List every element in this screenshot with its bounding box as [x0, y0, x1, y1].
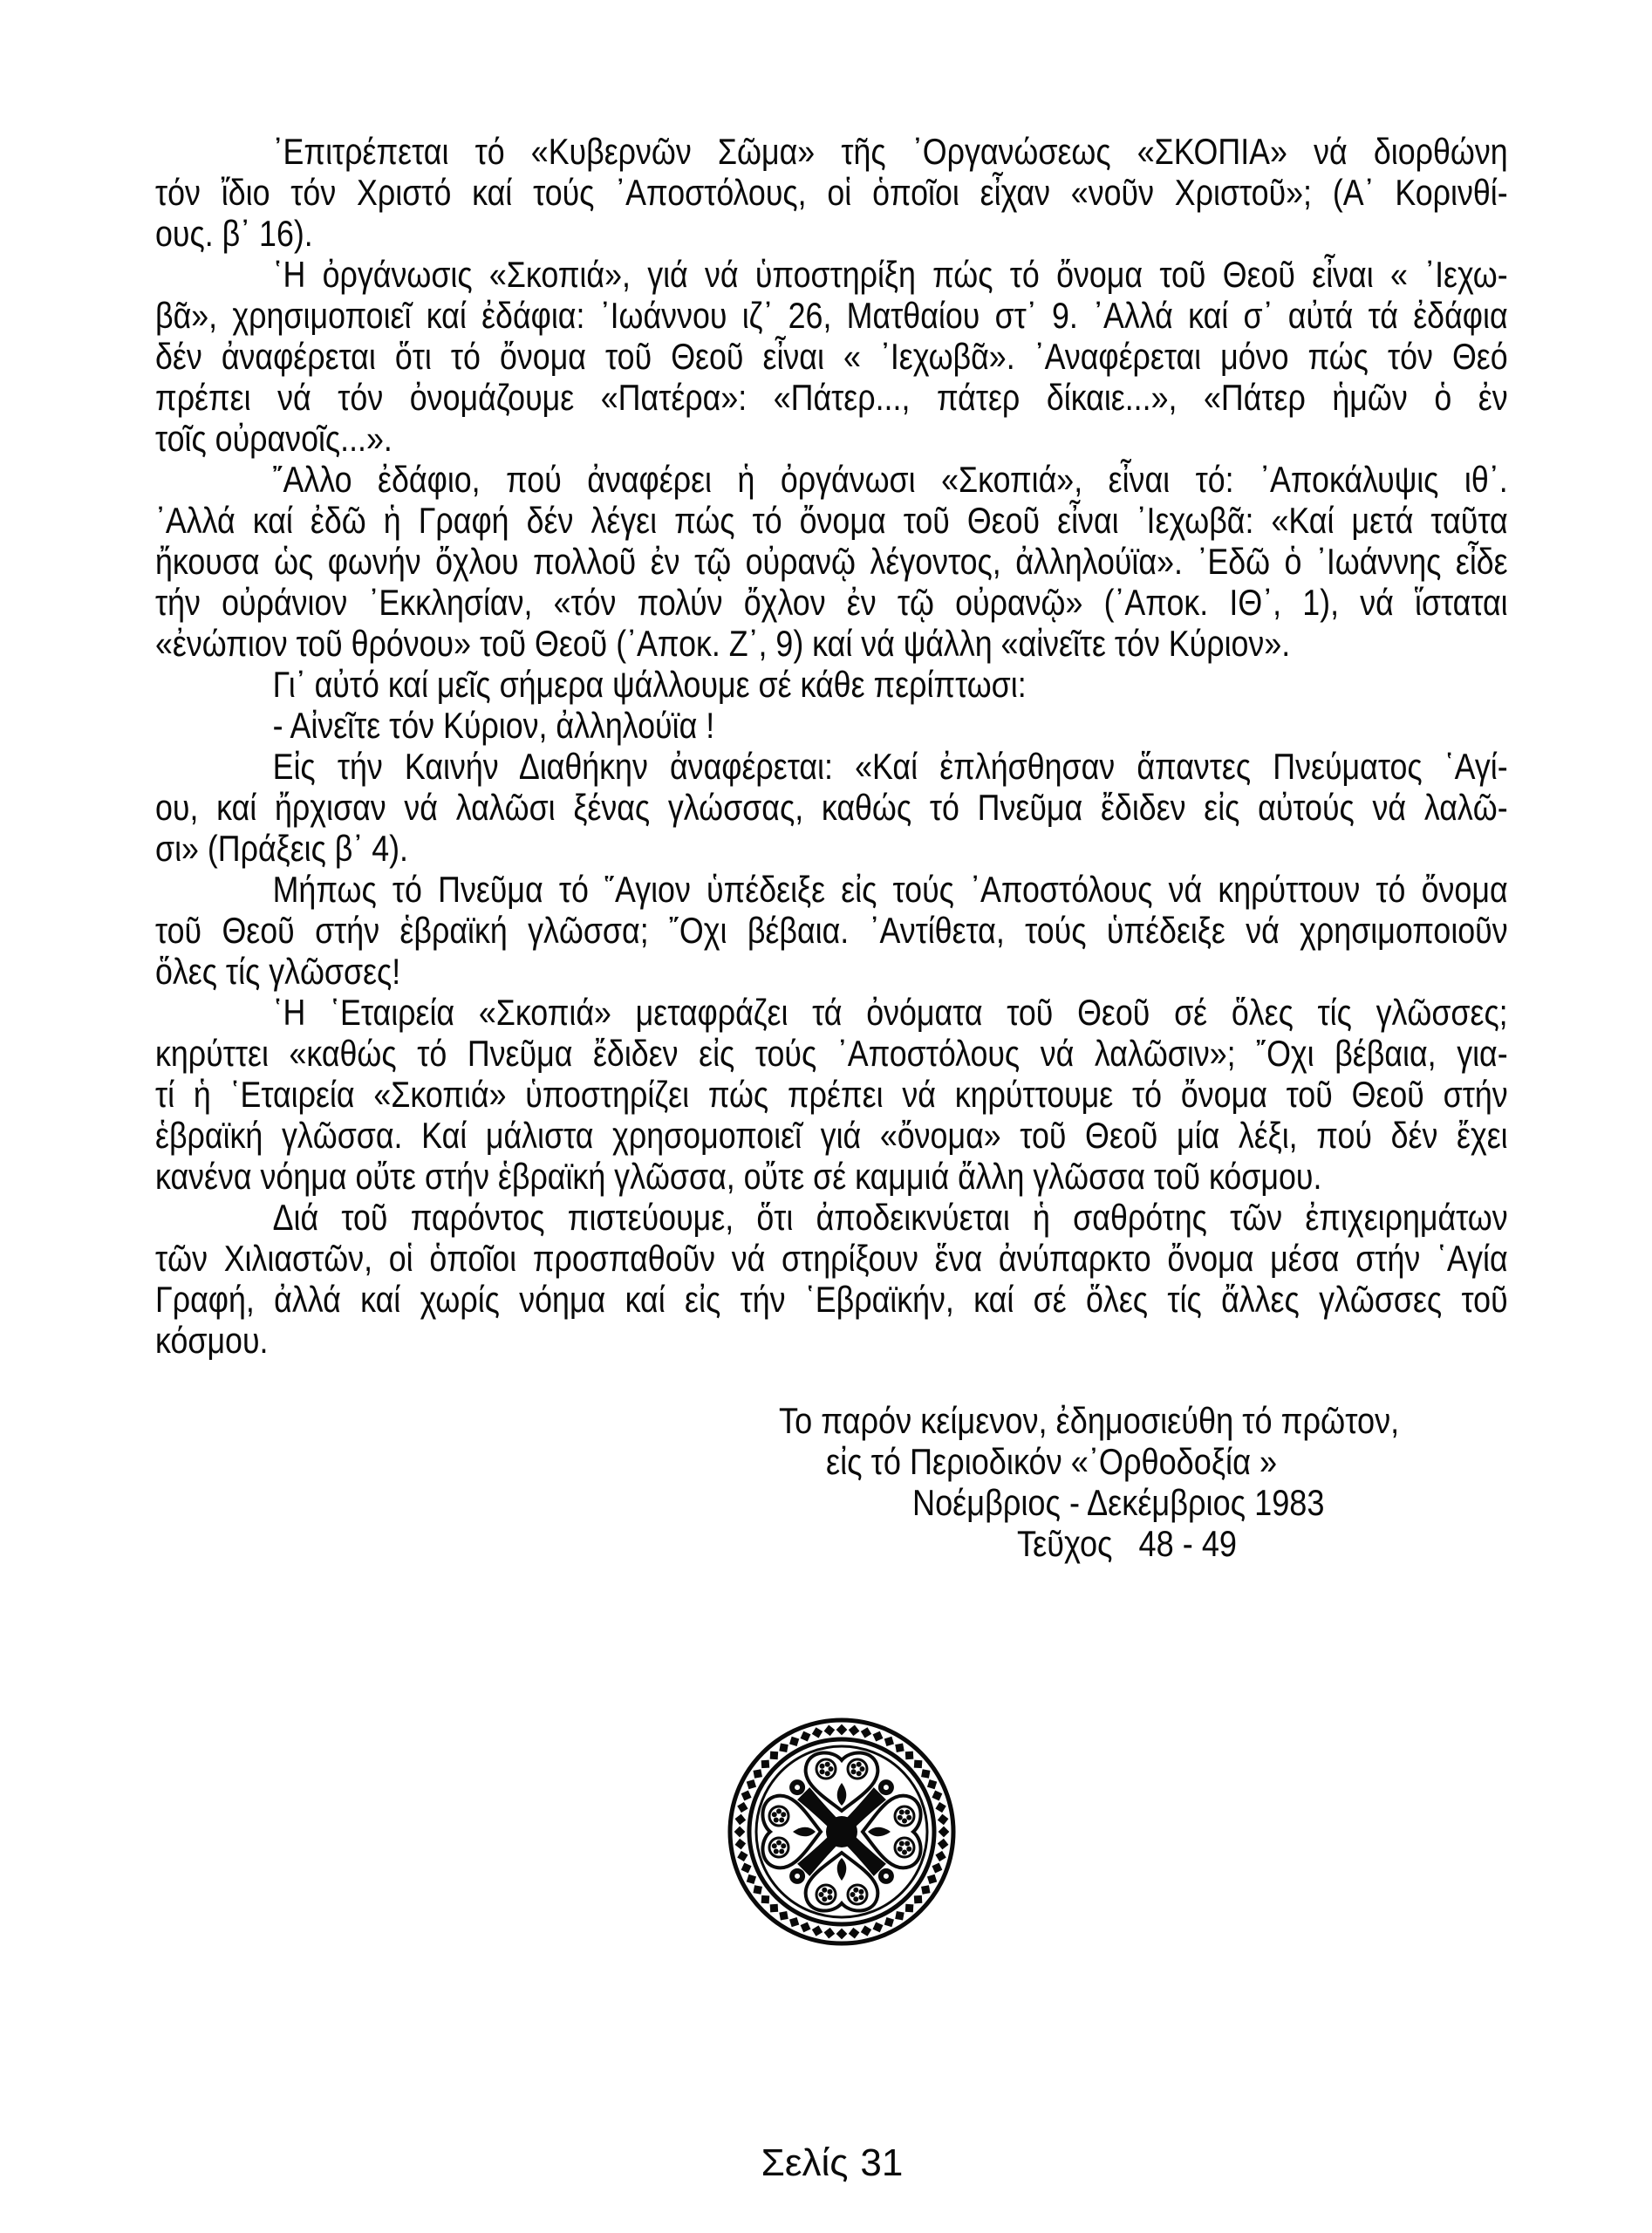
emblem-bead — [789, 1737, 799, 1746]
text-line: πρέπει νά τόν ὀνομάζουμε «Πατέρα»: «Πάτερ..., πάτερ δίκαιε...», «Πάτερ ἡμῶν ὁ ἐν — [155, 377, 1508, 418]
emblem-bead — [824, 1725, 836, 1737]
emblem-bead — [734, 1827, 746, 1838]
emblem-bead — [761, 1760, 770, 1769]
text-line: κηρύττει «καθώς τό Πνεῦμα ἔδιδεν εἰς τούς ᾿Αποστόλους νά λαλῶσιν»; ῎Οχι βέβαια, για- — [155, 1033, 1508, 1074]
emblem-bead — [895, 1911, 904, 1920]
page-number — [0, 2141, 1652, 2185]
text-line: ᾿Επιτρέπεται τό «Κυβερνῶν Σῶμα» τῆς ᾿Οργανώσεως «ΣΚΟΠΙΑ» νά διορθώνη — [272, 131, 1508, 172]
text-line: βᾶ», χρησιμοποιεῖ καί ἐδάφια: ᾿Ιωάννου ιζ᾿ 26, Ματθαίου στ᾿ 9. ᾿Αλλά καί σ᾿ αὐτά τά ἐδάφια — [155, 295, 1508, 336]
emblem-bead — [884, 1737, 894, 1746]
article-body — [155, 131, 1508, 1361]
emblem-bead — [812, 1925, 823, 1936]
emblem-bead — [737, 1851, 747, 1861]
text-line: - Αἰνεῖτε τόν Κύριον, ἀλληλούϊα ! — [272, 705, 715, 746]
emblem-bead — [779, 1743, 788, 1752]
emblem-bead — [884, 1917, 894, 1927]
text-line: κόσμου. — [155, 1320, 269, 1361]
emblem-bead — [836, 1929, 848, 1940]
text-line: ᾿Αλλά καί ἐδῶ ἡ Γραφή δέν λέγει πώς τό ὄνομα τοῦ Θεοῦ εἶναι ᾿Ιεχωβᾶ: «Καί μετά ταῦτα — [155, 500, 1508, 541]
byzantine-rosette-emblem-icon — [726, 1716, 958, 1948]
publication-note-line-1: Το παρόν κείμενον, ἐδημοσιεύθη τό πρῶτον, — [779, 1400, 1400, 1441]
text-line: τόν ἴδιο τόν Χριστό καί τούς ᾿Αποστόλους, οἱ ὁποῖοι εἶχαν «νοῦν Χριστοῦ»; (Α᾿ Κορινθί- — [155, 172, 1508, 213]
emblem-bead — [861, 1925, 871, 1936]
emblem-bead — [735, 1814, 747, 1826]
emblem-bead — [753, 1769, 761, 1778]
emblem-bead — [895, 1743, 904, 1752]
emblem-bead — [927, 1874, 937, 1884]
emblem-bead — [939, 1827, 950, 1838]
text-line: τοῖς οὐρανοῖς...». — [155, 418, 393, 459]
emblem-bead — [737, 1802, 747, 1813]
publication-note-issue: Τεῦχος 48 - 49 — [1017, 1523, 1237, 1564]
text-line: δέν ἀναφέρεται ὅτι τό ὄνομα τοῦ Θεοῦ εἶναι « ᾿Ιεχωβᾶ». ᾿Αναφέρεται μόνο πώς τόν Θεό — [155, 336, 1508, 377]
emblem-bead — [938, 1814, 949, 1826]
text-line: τί ἡ ῾Εταιρεία «Σκοπιά» ὑποστηρίζει πώς πρέπει νά κηρύττουμε τό ὄνομα τοῦ Θεοῦ στήν — [155, 1074, 1508, 1115]
emblem-bead — [935, 1802, 945, 1813]
emblem-bead — [873, 1922, 884, 1932]
emblem-bead — [801, 1922, 811, 1932]
emblem-bead — [932, 1791, 942, 1801]
text-line: ῎Αλλο ἐδάφιο, πού ἀναφέρει ἡ ὀργάνωσι «Σκοπιά», εἶναι τό: ᾿Αποκάλυψις ιθ᾿. — [272, 459, 1508, 500]
text-line: «ἐνώπιον τοῦ θρόνου» τοῦ Θεοῦ (᾿Αποκ. Ζ᾿, 9) καί νά ψάλλη «αἰνεῖτε τόν Κύριον». — [155, 623, 1291, 664]
emblem-bead — [741, 1863, 752, 1874]
emblem-bead — [873, 1731, 884, 1742]
text-line: κανένα νόημα οὔτε στήν ἑβραϊκή γλῶσσα, οὔτε σέ καμμιά ἄλλη γλῶσσα τοῦ κόσμου. — [155, 1156, 1322, 1197]
emblem-bead — [761, 1895, 770, 1904]
emblem-bead — [779, 1911, 788, 1920]
text-line: ἤκουσα ὡς φωνήν ὄχλου πολλοῦ ἐν τῷ οὐρανῷ λέγοντος, ἀλληλούϊα». ᾿Εδῶ ὁ ᾿Ιωάννης εἶδε — [155, 541, 1508, 582]
emblem-bead — [861, 1727, 871, 1738]
emblem-bead — [921, 1885, 930, 1894]
emblem-bead — [935, 1851, 945, 1861]
emblem-bead — [849, 1725, 860, 1737]
emblem-bead — [735, 1839, 747, 1850]
emblem-bead — [824, 1928, 836, 1939]
emblem-bead — [849, 1928, 860, 1939]
emblem-bead — [812, 1727, 823, 1738]
text-line: τῶν Χιλιαστῶν, οἱ ὁποῖοι προσπαθοῦν νά στηρίξουν ἕνα ἀνύπαρκτο ὄνομα μέσα στήν ῾Αγία — [155, 1238, 1508, 1279]
emblem-bead — [747, 1779, 756, 1789]
emblem-bead — [932, 1863, 942, 1874]
emblem-bead — [747, 1874, 756, 1884]
text-line: σι» (Πράξεις β᾿ 4). — [155, 828, 408, 869]
emblem-bead — [770, 1904, 779, 1913]
emblem-bead — [927, 1779, 937, 1789]
text-line: ἑβραϊκή γλῶσσα. Καί μάλιστα χρησομοποιεῖ γιά «ὄνομα» τοῦ Θεοῦ μία λέξι, πού δέν ἔχει — [155, 1115, 1508, 1156]
emblem-bead — [836, 1724, 848, 1736]
emblem-bead — [938, 1839, 949, 1850]
text-line: Γραφή, ἀλλά καί χωρίς νόημα καί εἰς τήν ῾Εβραϊκήν, καί σέ ὅλες τίς ἄλλες γλῶσσες τοῦ — [155, 1279, 1508, 1320]
text-line: ους. β᾿ 16). — [155, 213, 313, 254]
emblem-bead — [770, 1752, 779, 1760]
text-line: ου, καί ἤρχισαν νά λαλῶσι ξένας γλώσσας, καθώς τό Πνεῦμα ἔδιδεν εἰς αὐτούς νά λαλῶ- — [155, 787, 1508, 828]
emblem-bead — [741, 1791, 752, 1801]
publication-note-date: Νοέμβριος - Δεκέμβριος 1983 — [912, 1482, 1325, 1523]
emblem-bead — [753, 1885, 761, 1894]
text-line: Εἰς τήν Καινήν Διαθήκην ἀναφέρεται: «Καί ἐπλήσθησαν ἅπαντες Πνεύματος ῾Αγί- — [272, 746, 1508, 787]
emblem-center — [826, 1816, 857, 1847]
publication-note-periodical: εἰς τό Περιοδικόν «᾿Ορθοδοξία » — [826, 1441, 1278, 1482]
emblem-bead — [801, 1731, 811, 1742]
text-line: ῾Η ὀργάνωσις «Σκοπιά», γιά νά ὑποστηρίξη πώς τό ὄνομα τοῦ Θεοῦ εἶναι « ᾿Ιεχω- — [272, 254, 1508, 295]
emblem-bead — [789, 1917, 799, 1927]
emblem-bead — [914, 1760, 923, 1769]
text-line: Μήπως τό Πνεῦμα τό ῞Αγιον ὑπέδειξε εἰς τούς ᾿Αποστόλους νά κηρύττουν τό ὄνομα — [272, 869, 1508, 910]
text-line: τήν οὐράνιον ᾿Εκκλησίαν, «τόν πολύν ὄχλον ἐν τῷ οὐρανῷ» (᾿Αποκ. ΙΘ᾿, 1), νά ἵσταται — [155, 582, 1508, 623]
emblem-bead — [914, 1895, 923, 1904]
emblem-bead — [921, 1769, 930, 1778]
emblem-bead — [905, 1752, 914, 1760]
text-line: ῾Η ῾Εταιρεία «Σκοπιά» μεταφράζει τά ὀνόματα τοῦ Θεοῦ σέ ὅλες τίς γλῶσσες; — [272, 992, 1508, 1033]
text-line: Διά τοῦ παρόντος πιστεύουμε, ὅτι ἀποδεικνύεται ἡ σαθρότης τῶν ἐπιχειρημάτων — [272, 1197, 1508, 1238]
text-line: Γι᾿ αὐτό καί μεῖς σήμερα ψάλλουμε σέ κάθε περίπτωσι: — [272, 664, 1027, 705]
text-line: τοῦ Θεοῦ στήν ἑβραϊκή γλῶσσα; ῎Οχι βέβαια. ᾿Αντίθετα, τούς ὑπέδειξε νά χρησιμοποιοῦν — [155, 910, 1508, 951]
emblem-bead — [905, 1904, 914, 1913]
page-number-value: 31 — [860, 2141, 904, 2184]
page-label: Σελίς — [761, 2141, 849, 2184]
text-line: ὅλες τίς γλῶσσες! — [155, 951, 401, 992]
